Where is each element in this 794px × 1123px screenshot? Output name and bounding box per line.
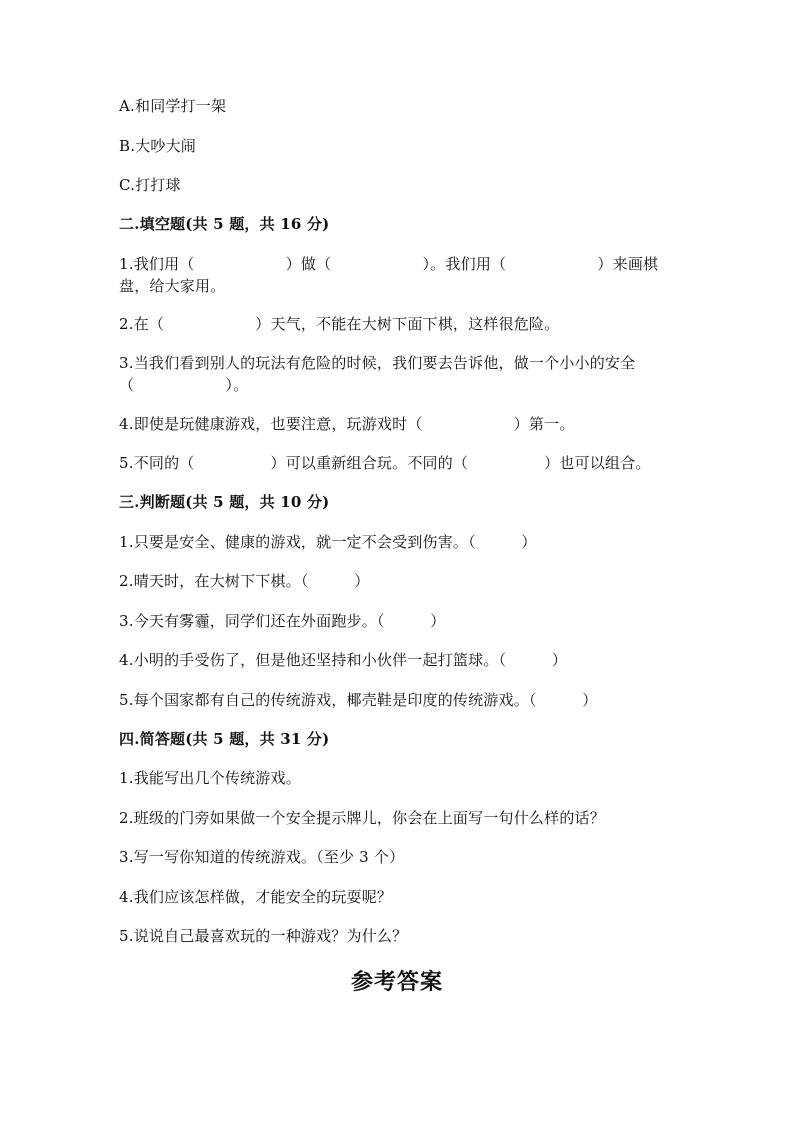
fill-blank-1-line-2: 盘，给大家用。 bbox=[119, 277, 226, 295]
judge-4: 4.小明的手受伤了，但是他还坚持和小伙伴一起打篮球。（ ） bbox=[119, 651, 568, 669]
section-2-heading: 二.填空题(共 5 题，共 16 分) bbox=[119, 215, 330, 233]
option-b: B.大吵大闹 bbox=[119, 137, 196, 155]
fill-blank-3-line-2: （ ）。 bbox=[119, 376, 249, 394]
fill-blank-4: 4.即使是玩健康游戏，也要注意，玩游戏时（ ）第一。 bbox=[119, 415, 575, 433]
option-a: A.和同学打一架 bbox=[119, 97, 227, 115]
short-answer-5: 5.说说自己最喜欢玩的一种游戏？为什么？ bbox=[119, 927, 408, 945]
fill-blank-5: 5.不同的（ ）可以重新组合玩。不同的（ ）也可以组合。 bbox=[119, 454, 651, 472]
short-answer-3: 3.写一写你知道的传统游戏。（至少 3 个） bbox=[119, 848, 405, 866]
judge-2: 2.晴天时，在大树下下棋。（ ） bbox=[119, 572, 370, 590]
fill-blank-2: 2.在（ ）天气，不能在大树下面下棋，这样很危险。 bbox=[119, 315, 560, 333]
section-3-heading: 三.判断题(共 5 题，共 10 分) bbox=[119, 493, 330, 511]
fill-blank-3-line-1: 3.当我们看到别人的玩法有危险的时候，我们要去告诉他，做一个小小的安全 bbox=[119, 354, 636, 372]
option-c: C.打打球 bbox=[119, 176, 181, 194]
short-answer-4: 4.我们应该怎样做，才能安全的玩耍呢？ bbox=[119, 888, 393, 906]
judge-1: 1.只要是安全、健康的游戏，就一定不会受到伤害。（ ） bbox=[119, 533, 537, 551]
judge-3: 3.今天有雾霾，同学们还在外面跑步。（ ） bbox=[119, 612, 446, 630]
section-4-heading: 四.简答题(共 5 题，共 31 分) bbox=[119, 730, 330, 748]
fill-blank-1-line-1: 1.我们用（ ）做（ ）。我们用（ ）来画棋 bbox=[119, 255, 659, 273]
short-answer-2: 2.班级的门旁如果做一个安全提示牌儿，你会在上面写一句什么样的话？ bbox=[119, 809, 605, 827]
judge-5: 5.每个国家都有自己的传统游戏，椰壳鞋是印度的传统游戏。（ ） bbox=[119, 691, 598, 709]
short-answer-1: 1.我能写出几个传统游戏。 bbox=[119, 769, 301, 787]
answer-title: 参考答案 bbox=[350, 969, 443, 995]
